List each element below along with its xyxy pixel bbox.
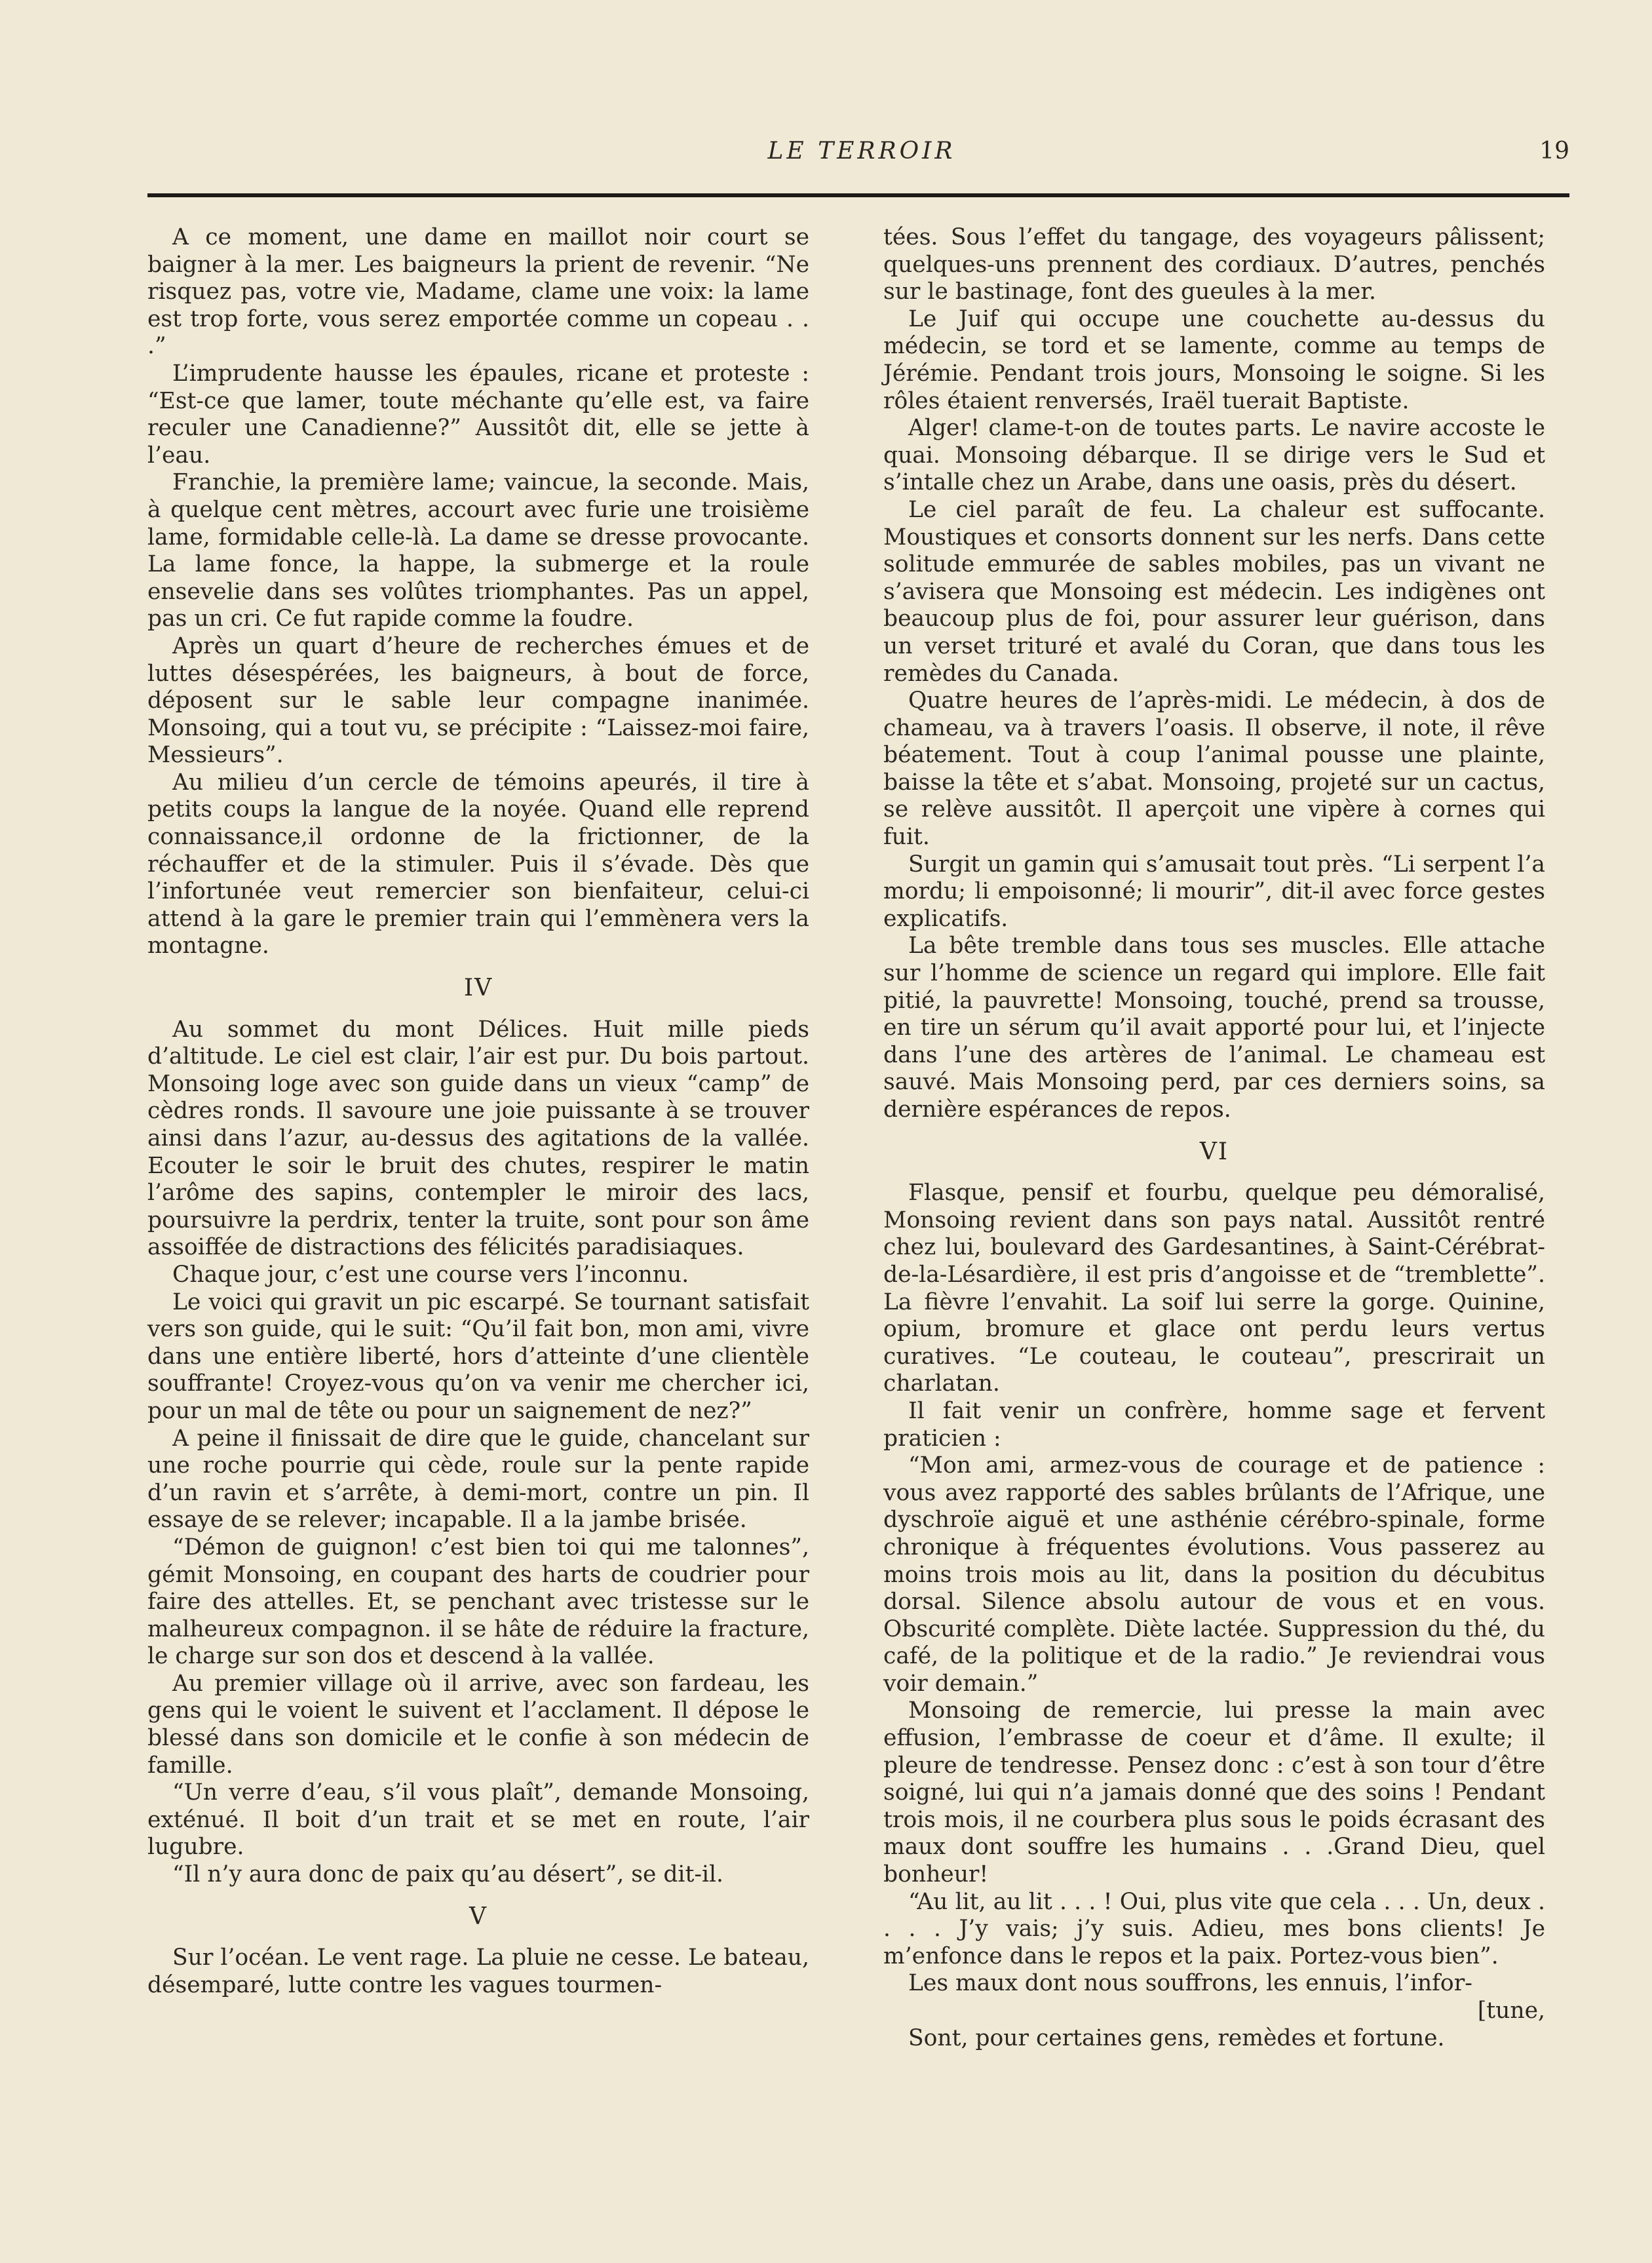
paragraph: “Démon de guignon! c’est bien toi qui me talonnes”, gémit Monsoing, en coupant des harts de coudrier pour faire des attelles. Et, se penchant avec tristesse sur le malheureux compagnon. il se hâte de réduire la fracture, le charge sur son dos et descend à la vallée. xyxy=(147,1534,809,1670)
paragraph: “Un verre d’eau, s’il vous plaît”, demande Monsoing, exténué. Il boit d’un trait et se met en route, l’air lugubre. xyxy=(147,1779,809,1861)
page-number: 19 xyxy=(1539,138,1569,164)
paragraph: Le voici qui gravit un pic escarpé. Se tournant satisfait vers son guide, qui le suit: “Qu’il fait bon, mon ami, vivre dans une entière liberté, hors d’atteinte d’une clientèle souffrante! Croyez-vous qu’on va venir me chercher ici, pour un mal de tête ou pour un saignement de nez?” xyxy=(147,1288,809,1424)
paragraph: Au premier village où il arrive, avec son fardeau, les gens qui le voient le suivent et l’acclament. Il dépose le blessé dans son domicile et le confie à son médecin de famille. xyxy=(147,1670,809,1779)
running-title: LE TERROIR xyxy=(767,138,956,164)
paragraph: Monsoing de remercie, lui presse la main avec effusion, l’embrasse de coeur et d’âme. Il exulte; il pleure de tendresse. Pensez donc : c’est à son tour d’être soigné, lui qui n’a jamais donné que des soins ! Pendant trois mois, il ne courbera plus sous le poids écrasant des maux dont souffre les humains . . .Grand Dieu, quel bonheur! xyxy=(883,1697,1545,1888)
section-heading: VI xyxy=(1199,1138,1229,1165)
paragraph: Chaque jour, c’est une course vers l’inconnu. xyxy=(172,1261,689,1288)
paragraph: Surgit un gamin qui s’amusait tout près. “Li serpent l’a mordu; li empoisonné; li mourir”, dit-il avec force gestes explicatifs. xyxy=(883,851,1545,932)
section-heading: V xyxy=(469,1903,488,1930)
paragraph: Le Juif qui occupe une couchette au-dessus du médecin, se tord et se lamente, comme au temps de Jérémie. Pendant trois jours, Monsoing le soigne. Si les rôles étaient renversés, Iraël tuerait Baptiste. xyxy=(883,305,1545,414)
paragraph: Les maux dont nous souffrons, les ennuis, l’infor- xyxy=(908,1970,1472,1997)
left-column xyxy=(147,224,809,1999)
paragraph: Après un quart d’heure de recherches émues et de luttes désespérées, les baigneurs, à bout de force, déposent sur le sable leur compagne inanimée. Monsoing, qui a tout vu, se précipite : “Laissez-moi faire, Messieurs”. xyxy=(147,632,809,769)
paragraph: Le ciel paraît de feu. La chaleur est suffocante. Moustiques et consorts donnent sur les nerfs. Dans cette solitude emmurée de sables mobiles, pas un vivant ne s’avisera que Monsoing est médecin. Les indigènes ont beaucoup plus de foi, pour assurer leur guérison, dans un verset trituré et avalé du Coran, que dans tous les remèdes du Canada. xyxy=(883,496,1545,687)
paragraph: A ce moment, une dame en maillot noir court se baigner à la mer. Les baigneurs la prient de revenir. “Ne risquez pas, votre vie, Madame, clame une voix: la lame est trop forte, vous serez emportée comme un copeau . . .” xyxy=(147,224,809,360)
paragraph: “Il n’y aura donc de paix qu’au désert”, se dit-il. xyxy=(172,1861,724,1888)
paragraph: La bête tremble dans tous ses muscles. Elle attache sur l’homme de science un regard qui implore. Elle fait pitié, la pauvrette! Monsoing, touché, prend sa trousse, en tire un sérum qu’il avait apporté pour lui, et l’injecte dans l’une des artères de l’animal. Le chameau est sauvé. Mais Monsoing perd, par ces derniers soins, sa dernière espérances de repos. xyxy=(883,933,1545,1123)
paragraph: Sont, pour certaines gens, remèdes et fortune. xyxy=(908,2024,1445,2051)
paragraph: L’imprudente hausse les épaules, ricane et proteste : “Est-ce que lamer, toute méchante qu’elle est, va faire reculer une Canadienne?” Aussitôt dit, elle se jette à l’eau. xyxy=(147,360,809,469)
verse-line: [tune, xyxy=(1477,1998,1545,2024)
paragraph: Flasque, pensif et fourbu, quelque peu démoralisé, Monsoing revient dans son pays natal. Aussitôt rentré chez lui, boulevard des Gardesantines, à Saint-Cérébrat-de-la-Lésardière, il est pris d’angoisse et de “tremblette”. La fièvre l’envahit. La soif lui serre la gorge. Quinine, opium, bromure et glace ont perdu leurs vertus curatives. “Le couteau, le couteau”, prescrirait un charlatan. xyxy=(883,1180,1545,1397)
paragraph: A peine il finissait de dire que le guide, chancelant sur une roche pourrie qui cède, roule sur la pente rapide d’un ravin et s’arrête, à demi-mort, contre un pin. Il essaye de se relever; incapable. Il a la jambe brisée. xyxy=(147,1425,809,1534)
paragraph: Franchie, la première lame; vaincue, la seconde. Mais, à quelque cent mètres, accourt avec furie une troisième lame, formidable celle-là. La dame se dresse provocante. La lame fonce, la happe, la submerge et la roule ensevelie dans ses volûtes triomphantes. Pas un appel, pas un cri. Ce fut rapide comme la foudre. xyxy=(147,469,809,632)
paragraph: Alger! clame-t-on de toutes parts. Le navire accoste le quai. Monsoing débarque. Il se dirige vers le Sud et s’intalle chez un Arabe, dans une oasis, près du désert. xyxy=(883,415,1545,496)
paragraph: “Mon ami, armez-vous de courage et de patience : vous avez rapporté des sables brûlants de l’Afrique, une dyschroïe aiguë et une asthénie cérébro-spinale, forme chronique à fréquentes évolutions. Vous passerez au moins trois mois au lit, dans la position du décubitus dorsal. Silence absolu autour de vous et en vous. Obscurité complète. Diète lactée. Suppression du thé, du café, de la politique et de la radio.” Je reviendrai vous voir demain.” xyxy=(883,1452,1545,1697)
header-rule xyxy=(147,193,1569,197)
paragraph: Sur l’océan. Le vent rage. La pluie ne cesse. Le bateau, désemparé, lutte contre les vagues tourmen- xyxy=(147,1944,809,1998)
paragraph: tées. Sous l’effet du tangage, des voyageurs pâlissent; quelques-uns prennent des cordiaux. D’autres, penchés sur le bastinage, font des gueules à la mer. xyxy=(883,224,1545,305)
paragraph: Au sommet du mont Délices. Huit mille pieds d’altitude. Le ciel est clair, l’air est pur. Du bois partout. Monsoing loge avec son guide dans un vieux “camp” de cèdres ronds. Il savoure une joie puissante à se trouver ainsi dans l’azur, au-dessus des agitations de la vallée. Ecouter le soir le bruit des chutes, respirer le matin l’arôme des sapins, contempler le miroir des lacs, poursuivre la perdrix, tenter la truite, sont pour son âme assoiffée de distractions des félicités paradisiaques. xyxy=(147,1016,809,1261)
paragraph: “Au lit, au lit . . . ! Oui, plus vite que cela . . . Un, deux . . . . J’y vais; j’y suis. Adieu, mes bons clients! Je m’enfonce dans le repos et la paix. Portez-vous bien”. xyxy=(883,1888,1545,1969)
page-header xyxy=(147,138,1576,177)
paragraph: Il fait venir un confrère, homme sage et fervent praticien : xyxy=(883,1397,1545,1452)
right-column xyxy=(883,224,1545,2052)
section-heading: IV xyxy=(463,975,493,1002)
paragraph: Au milieu d’un cercle de témoins apeurés, il tire à petits coups la langue de la noyée. Quand elle reprend connaissance,il ordonne de la frictionner, de la réchauffer et de la stimuler. Puis il s’évade. Dès que l’infortunée veut remercier son bienfaiteur, celui-ci attend à la gare le premier train qui l’emmènera vers la montagne. xyxy=(147,769,809,959)
paragraph: Quatre heures de l’après-midi. Le médecin, à dos de chameau, va à travers l’oasis. Il observe, il note, il rêve béatement. Tout à coup l’animal pousse une plainte, baisse la tête et s’abat. Monsoing, projeté sur un cactus, se relève aussitôt. Il aperçoit une vipère à cornes qui fuit. xyxy=(883,687,1545,851)
